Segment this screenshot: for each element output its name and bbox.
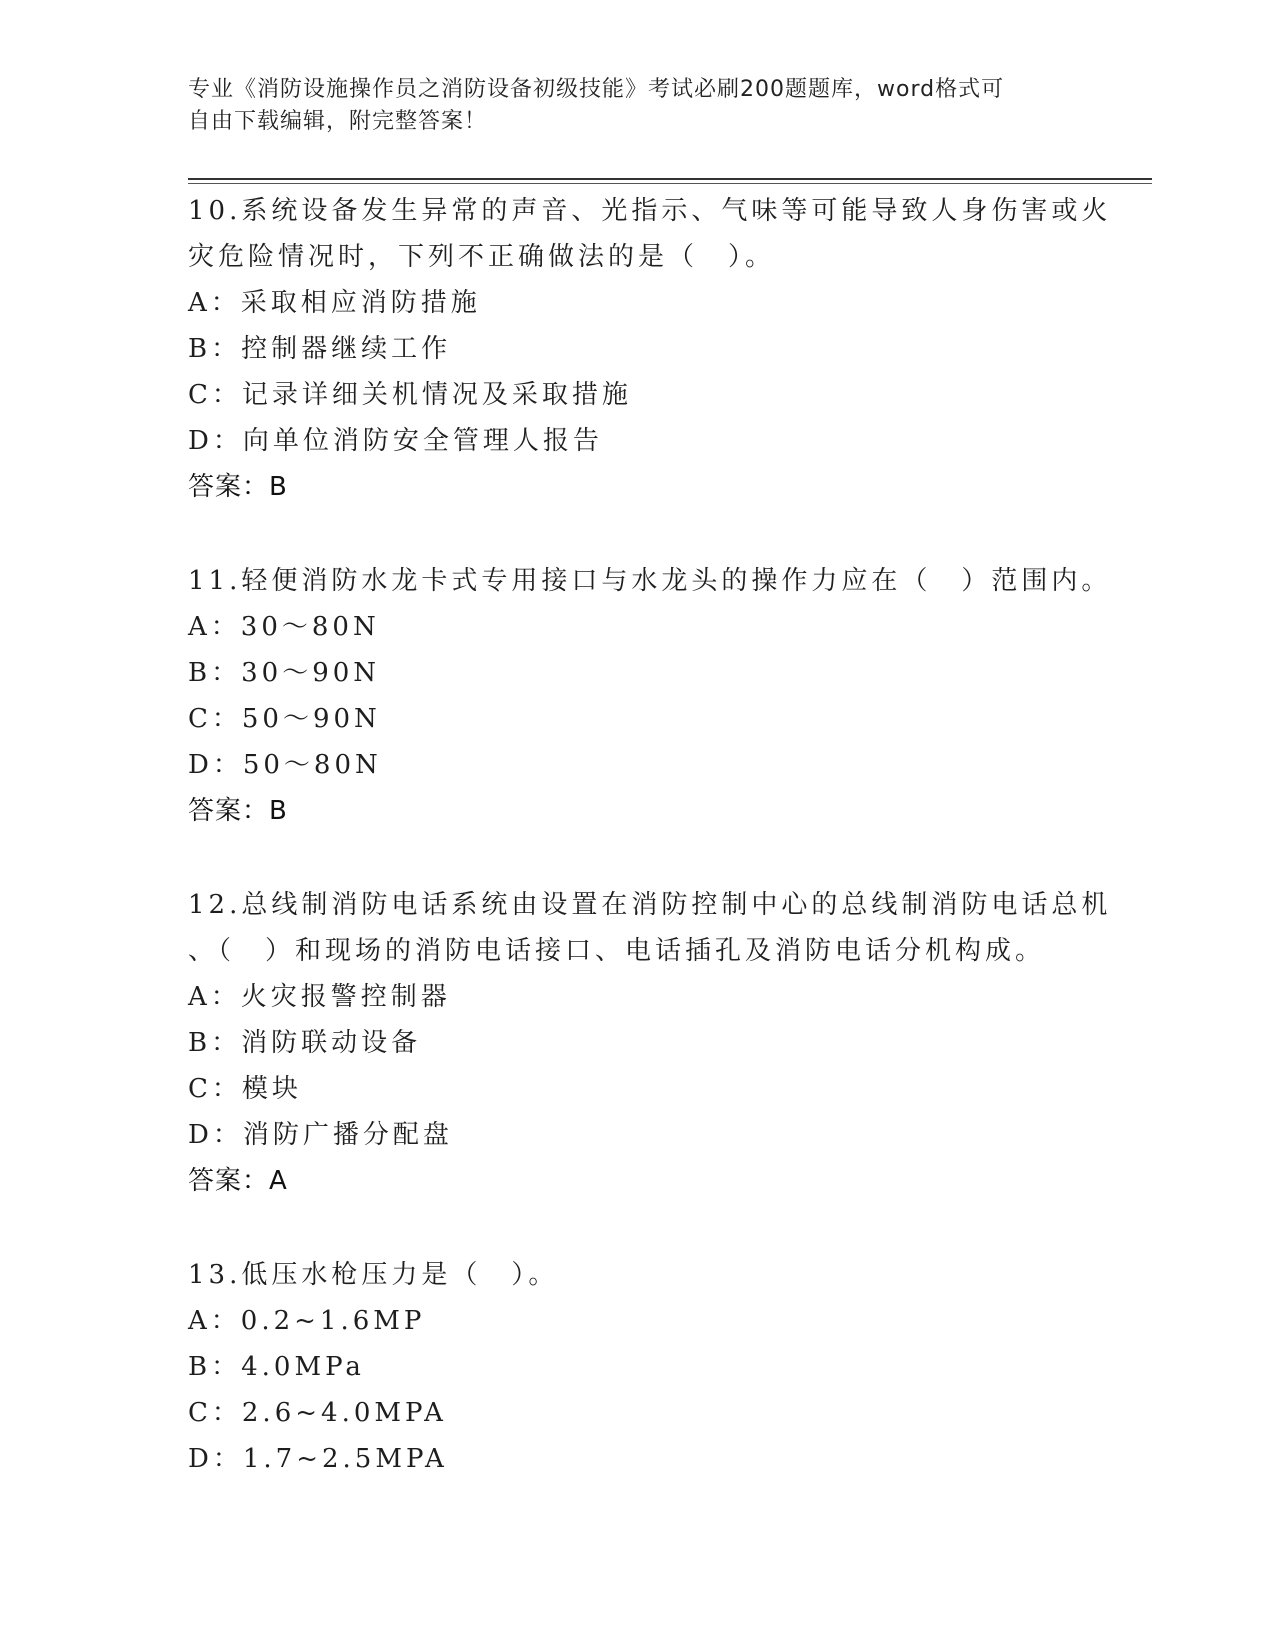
option-b: B：4.0MPa	[188, 1352, 365, 1382]
option-b: B：消防联动设备	[188, 1028, 422, 1058]
question-stem-line: 灾危险情况时，下列不正确做法的是（ ）。	[188, 242, 776, 272]
option-b: B：30～90N	[188, 658, 381, 688]
option-d: D：50～80N	[188, 750, 382, 780]
option-c: C：2.6~4.0MPA	[188, 1398, 447, 1428]
header-divider-thick	[188, 178, 1152, 180]
question-stem-line: 10.系统设备发生异常的声音、光指示、气味等可能导致人身伤害或火	[188, 196, 1112, 226]
option-a: A：30～80N	[188, 612, 380, 642]
question-stem-line: 、（ ）和现场的消防电话接口、电话插孔及消防电话分机构成。	[188, 936, 1046, 966]
answer-text: 答案：B	[188, 472, 288, 502]
option-a: A：0.2~1.6MP	[188, 1306, 426, 1336]
option-c: C：50～90N	[188, 704, 381, 734]
question-stem-line: 12.总线制消防电话系统由设置在消防控制中心的总线制消防电话总机	[188, 890, 1112, 920]
answer-text: 答案：A	[188, 1166, 288, 1196]
option-c: C：模块	[188, 1074, 302, 1104]
option-b: B：控制器继续工作	[188, 334, 452, 364]
question-10	[188, 188, 1112, 510]
header-line-1: 专业《消防设施操作员之消防设备初级技能》考试必刷200题题库，word格式可	[188, 77, 1005, 102]
question-stem-line: 11.轻便消防水龙卡式专用接口与水龙头的操作力应在（ ）范围内。	[188, 566, 1112, 596]
option-a: A：火灾报警控制器	[188, 982, 451, 1012]
option-c: C：记录详细关机情况及采取措施	[188, 380, 632, 410]
question-11	[188, 558, 1112, 834]
option-d: D：消防广播分配盘	[188, 1120, 453, 1150]
question-stem-line: 13.低压水枪压力是（ ）。	[188, 1260, 559, 1290]
question-list	[188, 188, 1112, 1530]
header-divider-thin	[188, 183, 1152, 184]
document-header	[188, 74, 1068, 138]
header-line-2: 自由下载编辑，附完整答案！	[188, 109, 488, 134]
option-d: D：1.7~2.5MPA	[188, 1444, 448, 1474]
option-a: A：采取相应消防措施	[188, 288, 481, 318]
answer-text: 答案：B	[188, 796, 288, 826]
question-13	[188, 1252, 1088, 1482]
option-d: D：向单位消防安全管理人报告	[188, 426, 603, 456]
question-12	[188, 882, 1112, 1204]
